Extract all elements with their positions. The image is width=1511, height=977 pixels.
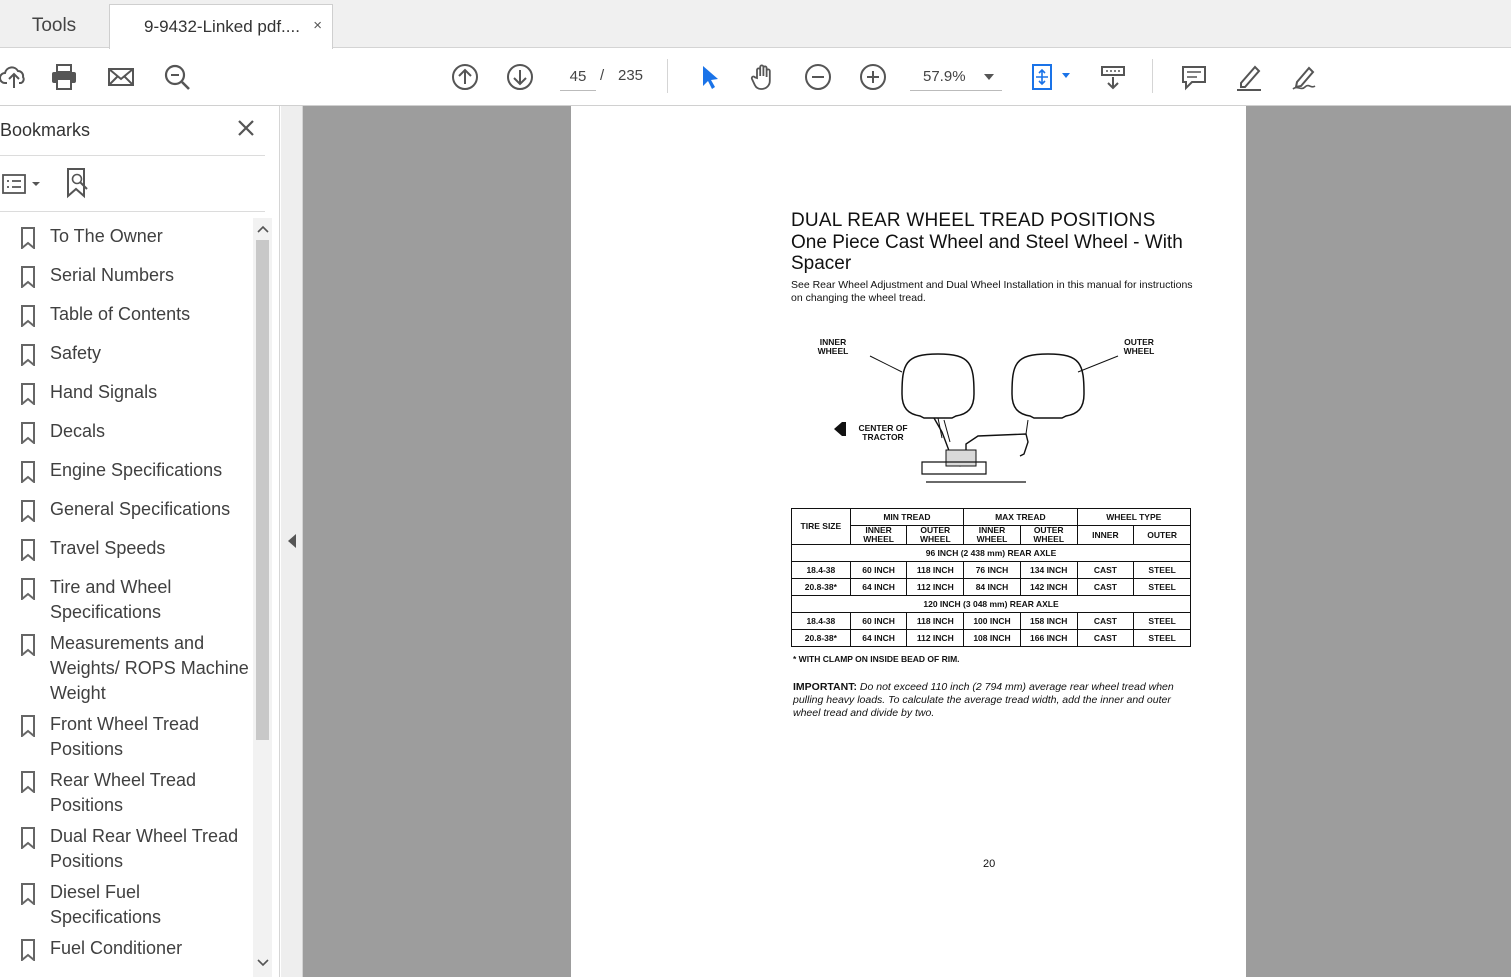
table-cell: 142 INCH: [1020, 579, 1077, 596]
table-cell: 100 INCH: [964, 613, 1021, 630]
bookmark-icon: [20, 461, 36, 483]
bookmark-label: Diesel Fuel Specifications: [50, 882, 162, 927]
table-cell: 20.8-38*: [792, 630, 851, 647]
bookmark-icon: [20, 305, 36, 327]
table-cell: STEEL: [1134, 562, 1191, 579]
scroll-down-icon[interactable]: [256, 956, 270, 970]
bookmark-label: Table of Contents: [50, 304, 191, 324]
bookmark-icon: [20, 883, 36, 905]
search-zoom-icon[interactable]: [159, 59, 195, 95]
table-cell: 18.4-38: [792, 562, 851, 579]
table-cell: STEEL: [1134, 579, 1191, 596]
important-text: Do not exceed 110 inch (2 794 mm) average rear wheel tread when pulling heavy loads. To calculate the average tread width, add the inner and outer wheel tread and divide by two.: [793, 681, 1174, 719]
important-label: IMPORTANT:: [793, 681, 857, 693]
bookmarks-title: Bookmarks: [0, 120, 91, 140]
table-row: [792, 579, 1191, 596]
previous-page-icon[interactable]: [447, 59, 483, 95]
bookmark-label: Decals: [50, 421, 106, 441]
email-icon[interactable]: [103, 59, 139, 95]
table-cell: 60 INCH: [850, 562, 907, 579]
document-page: [571, 106, 1246, 977]
fit-page-icon[interactable]: [1025, 59, 1061, 95]
zoom-level-select[interactable]: [910, 63, 1002, 91]
table-cell: 76 INCH: [964, 562, 1021, 579]
bookmark-icon: [20, 771, 36, 793]
zoom-out-icon[interactable]: [800, 59, 836, 95]
bookmark-label: Measurements and Weights/ ROPS Machine Weight: [50, 633, 249, 703]
section-row: [792, 596, 1191, 613]
bookmark-icon: [20, 383, 36, 405]
subheader-inner-wheel: INNER WHEEL: [964, 526, 1021, 545]
page-total: 235: [618, 67, 644, 84]
document-viewer[interactable]: [303, 106, 1511, 977]
chevron-down-icon: [984, 74, 994, 80]
table-cell: 118 INCH: [907, 562, 964, 579]
bookmark-icon: [20, 715, 36, 737]
table-cell: CAST: [1077, 613, 1134, 630]
tab-tools[interactable]: Tools: [31, 15, 77, 36]
bookmark-label: General Specifications: [50, 499, 231, 519]
page-number-input[interactable]: 45: [560, 63, 596, 91]
table-cell: 20.8-38*: [792, 579, 851, 596]
subheader-inner-wheel: INNER WHEEL: [850, 526, 907, 545]
bookmarks-scrollbar[interactable]: [253, 218, 272, 977]
table-cell: 108 INCH: [964, 630, 1021, 647]
bookmark-label: Rear Wheel Tread Positions: [50, 770, 197, 815]
tab-document[interactable]: [109, 4, 333, 49]
section-title: 120 INCH (3 048 mm) REAR AXLE: [792, 596, 1191, 613]
add-bookmark-icon[interactable]: [64, 167, 92, 199]
bookmark-label: Hand Signals: [50, 382, 158, 402]
table-row: [792, 613, 1191, 630]
bookmark-label: Tire and Wheel Specifications: [50, 577, 172, 622]
table-footnote: * WITH CLAMP ON INSIDE BEAD OF RIM.: [793, 654, 960, 664]
bookmark-icon: [20, 634, 36, 656]
tread-table: [791, 508, 1191, 647]
bookmark-label: Travel Speeds: [50, 538, 166, 558]
comment-icon[interactable]: [1176, 59, 1212, 95]
bookmarks-header: [0, 106, 265, 156]
outer-wheel-label: OUTER WHEEL: [1123, 337, 1155, 356]
highlight-pen-icon[interactable]: [1231, 59, 1267, 95]
table-cell: 84 INCH: [964, 579, 1021, 596]
table-cell: 60 INCH: [850, 613, 907, 630]
subheader-outer-wheel: OUTER WHEEL: [1020, 526, 1077, 545]
table-cell: 112 INCH: [907, 630, 964, 647]
hand-tool-icon[interactable]: [745, 59, 781, 95]
scroll-up-icon[interactable]: [256, 222, 270, 236]
section-row: [792, 545, 1191, 562]
table-row: [792, 630, 1191, 647]
close-icon[interactable]: [234, 116, 258, 140]
section-title: 96 INCH (2 438 mm) REAR AXLE: [792, 545, 1191, 562]
bookmarks-panel: [0, 106, 280, 977]
bookmark-label: Dual Rear Wheel Tread Positions: [50, 826, 239, 871]
table-cell: 166 INCH: [1020, 630, 1077, 647]
bookmark-options-icon[interactable]: [2, 173, 42, 195]
page-note: See Rear Wheel Adjustment and Dual Wheel Installation in this manual for instructions on changing the wheel tread.: [791, 279, 1193, 304]
scroll-mode-icon[interactable]: [1095, 59, 1131, 95]
subheader-outer: OUTER: [1134, 526, 1191, 545]
select-cursor-icon[interactable]: [690, 59, 726, 95]
scrollbar-thumb[interactable]: [256, 240, 269, 740]
page-footer-number: 20: [983, 858, 996, 870]
table-cell: CAST: [1077, 562, 1134, 579]
toolbar-divider: [1152, 59, 1153, 93]
table-cell: 64 INCH: [850, 579, 907, 596]
bookmark-icon: [20, 578, 36, 600]
next-page-icon[interactable]: [502, 59, 538, 95]
table-subheader-row: [792, 526, 1191, 545]
table-cell: STEEL: [1134, 613, 1191, 630]
panel-collapse-strip[interactable]: [281, 106, 303, 977]
toolbar: [0, 49, 1511, 106]
dual-wheel-diagram: [817, 324, 1166, 484]
page-heading: DUAL REAR WHEEL TREAD POSITIONS: [791, 210, 1156, 231]
bookmark-icon: [20, 827, 36, 849]
table-row: [792, 562, 1191, 579]
bookmark-label: Front Wheel Tread Positions: [50, 714, 200, 759]
bookmark-label: To The Owner: [50, 226, 163, 246]
table-cell: CAST: [1077, 579, 1134, 596]
collapse-panel-icon[interactable]: [288, 534, 296, 548]
bookmark-icon: [20, 500, 36, 522]
bookmark-icon: [20, 939, 36, 961]
bookmark-label: Engine Specifications: [50, 460, 223, 480]
table-cell: 112 INCH: [907, 579, 964, 596]
bookmark-label: Serial Numbers: [50, 265, 175, 285]
upload-cloud-icon[interactable]: [0, 59, 32, 95]
subheader-outer-wheel: OUTER WHEEL: [907, 526, 964, 545]
center-of-tractor-label: CENTER OF TRACTOR: [858, 423, 908, 442]
inner-wheel-label: INNER WHEEL: [817, 337, 849, 356]
fit-page-dropdown-icon[interactable]: [1062, 73, 1070, 78]
bookmark-list: [0, 218, 252, 977]
table-cell: 64 INCH: [850, 630, 907, 647]
toolbar-divider: [667, 59, 668, 93]
tab-document-title: 9-9432-Linked pdf....: [144, 17, 300, 36]
bookmark-icon: [20, 266, 36, 288]
table-cell: 134 INCH: [1020, 562, 1077, 579]
subheader-inner: INNER: [1077, 526, 1134, 545]
header-min-tread: MIN TREAD: [850, 509, 963, 526]
bookmark-icon: [20, 344, 36, 366]
bookmark-label: Safety: [50, 343, 102, 363]
sign-icon[interactable]: [1286, 59, 1322, 95]
tab-close-icon[interactable]: ×: [313, 17, 322, 34]
print-icon[interactable]: [46, 59, 82, 95]
bookmark-icon: [20, 422, 36, 444]
table-header-row: [792, 509, 1191, 526]
bookmarks-toolbar: [0, 157, 265, 212]
table-cell: 18.4-38: [792, 613, 851, 630]
bookmark-icon: [20, 539, 36, 561]
table-cell: 118 INCH: [907, 613, 964, 630]
header-max-tread: MAX TREAD: [964, 509, 1077, 526]
table-cell: 158 INCH: [1020, 613, 1077, 630]
zoom-in-icon[interactable]: [855, 59, 891, 95]
table-cell: CAST: [1077, 630, 1134, 647]
zoom-level-value: 57.9%: [923, 68, 966, 85]
header-tire-size: TIRE SIZE: [792, 509, 851, 545]
bookmark-icon: [20, 227, 36, 249]
table-cell: STEEL: [1134, 630, 1191, 647]
tab-bar: [0, 0, 1511, 48]
important-note: [793, 681, 1193, 720]
page-subheading: One Piece Cast Wheel and Steel Wheel - With Spacer: [791, 232, 1183, 274]
header-wheel-type: WHEEL TYPE: [1077, 509, 1190, 526]
page-separator: /: [600, 67, 605, 84]
bookmark-label: Fuel Conditioner: [50, 938, 183, 958]
